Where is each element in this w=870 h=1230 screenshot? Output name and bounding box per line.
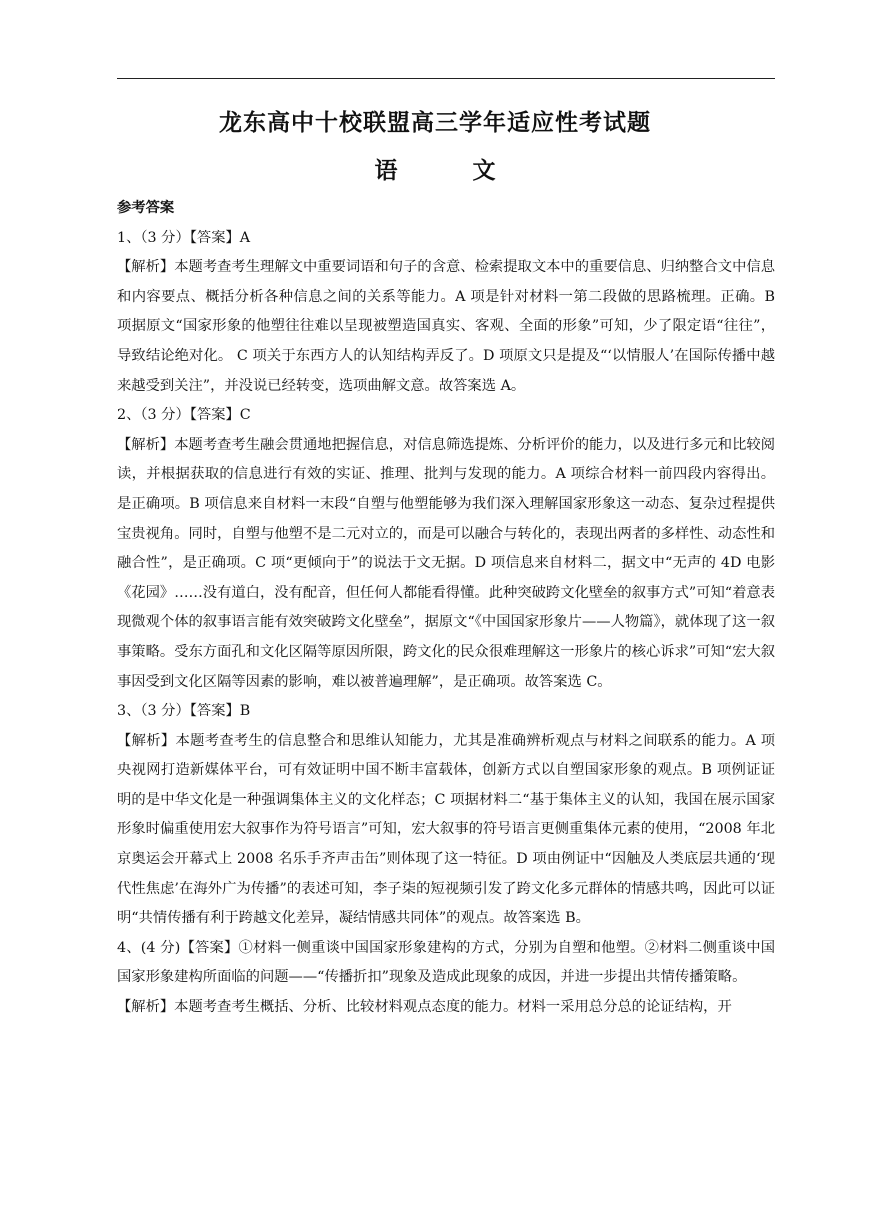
answer-1-head: 1、（3 分）【答案】A: [117, 229, 251, 246]
header-rule: [117, 78, 775, 79]
answer-4-head: 4、(4 分)【答案】①材料一侧重谈中国国家形象建构的方式，分别为自塑和他塑。②材料二侧重谈中国国家形象建构所面临的问题——“传播折扣”现象及造成此现象的成因，并进一步提出共情传播策略。: [117, 939, 775, 986]
answer-1-analysis: 【解析】本题考查考生理解文中重要词语和句子的含意、检索提取文本中的重要信息、归纳整合文中信息和内容要点、概括分析各种信息之间的关系等能力。A 项是针对材料一第二段做的思路梳理。正确。B 项据原文“国家形象的他塑往往难以呈现被塑造国真实、客观、全面的形象”可知，少了限定语“往往”，导致结论绝对化。 C 项关于东西方人的认知结构弄反了。D 项原文只是提及“‘以情服人’在国际传播中越来越受到关注”，并没说已经转变，选项曲解文意。故答案选 A。: [117, 259, 775, 394]
page-title: 龙东高中十校联盟高三学年适应性考试题: [219, 109, 651, 136]
answer-4-analysis: 【解析】本题考查考生概括、分析、比较材料观点态度的能力。材料一采用总分总的论证结构，开: [117, 999, 732, 1016]
answer-2-analysis: 【解析】本题考查考生融会贯通地把握信息，对信息筛选提炼、分析评价的能力，以及进行多元和比较阅读，并根据获取的信息进行有效的实证、推理、批判与发现的能力。A 项综合材料一前四段内容得出。是正确项。B 项信息来自材料一末段“自塑与他塑能够为我们深入理解国家形象这一动态、复杂过程提供宝贵视角。同时，自塑与他塑不是二元对立的，而是可以融合与转化的，表现出两者的多样性、动态性和融合性”，是正确项。C 项“更倾向于”的说法于文无据。D 项信息来自材料二，据文中“无声的 4D 电影《花园》……没有道白，没有配音，但任何人都能看得懂。此种突破跨文化壁垒的叙事方式”可知“着意表现微观个体的叙事语言能有效突破跨文化壁垒”，据原文“《中国国家形象片——人物篇》，就体现了这一叙事策略。受东方面孔和文化区隔等原因所限，跨文化的民众很难理解这一形象片的核心诉求”可知“宏大叙事因受到文化区隔等因素的影响，难以被普遍理解”，是正确项。故答案选 C。: [117, 436, 775, 690]
subject-title: 语 文: [374, 157, 522, 184]
answer-2-head: 2、（3 分）【答案】C: [117, 407, 251, 424]
answer-3-analysis: 【解析】本题考查考生的信息整合和思维认知能力，尤其是准确辨析观点与材料之间联系的能力。A 项央视网打造新媒体平台，可有效证明中国不断丰富载体，创新方式以自塑国家形象的观点。B 项例证证明的是中华文化是一种强调集体主义的文化样态；C 项据材料二“基于集体主义的认知，我国在展示国家形象时偏重使用宏大叙事作为符号语言”可知，宏大叙事的符号语言更侧重集体元素的使用，“2008 年北京奥运会开幕式上 2008 名乐手齐声击缶”则体现了这一特征。D 项由例证中“因触及人类底层共通的‘现代性焦虑’在海外广为传播”的表述可知，李子柒的短视频引发了跨文化多元群体的情感共鸣，因此可以证明“共情传播有利于跨越文化差异，凝结情感共同体”的观点。故答案选 B。: [117, 732, 775, 927]
document-body: [117, 194, 775, 1023]
answer-3-head: 3、（3 分）【答案】B: [117, 703, 251, 720]
section-label: 参考答案: [117, 200, 175, 216]
